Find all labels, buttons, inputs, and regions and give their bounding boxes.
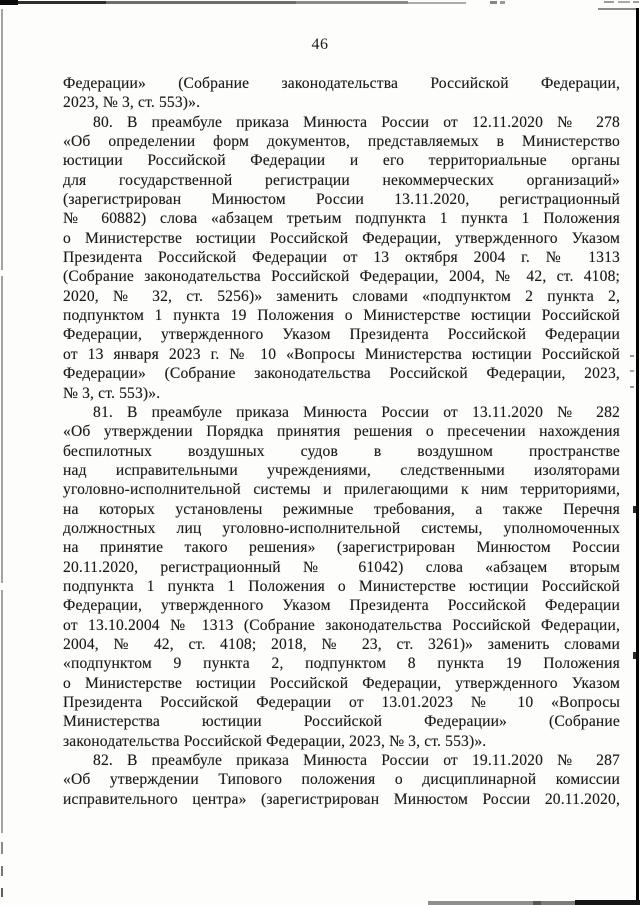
scan-artifact-left-border xyxy=(1,590,3,833)
scan-artifact-top-right-line xyxy=(598,8,637,10)
text-line: на принятие такого решения» (зарегистрирован Минюстом России xyxy=(63,539,620,557)
text-line: Федерации» (Собрание законодательства Российской Федерации, xyxy=(63,75,620,92)
text-line: «Об утверждении Порядка принятия решения о пресечении нахождения xyxy=(63,423,620,441)
text-line: должностных лиц уголовно-исполнительной системы, уполномоченных xyxy=(63,519,620,537)
scan-artifact-top-edge xyxy=(490,1,497,4)
scan-artifact-top-edge xyxy=(106,1,296,4)
scan-artifact-right-tick xyxy=(630,386,634,388)
text-line: 20.11.2020, регистрационный № 61042) слова «абзацем вторым xyxy=(63,558,620,576)
scan-artifact-top-edge xyxy=(0,0,18,5)
scan-artifact-top-edge xyxy=(604,1,614,3)
text-line: «Об утверждении Типового положения о дисциплинарной комиссии xyxy=(63,771,620,789)
page-number: 46 xyxy=(311,36,329,53)
text-line: 2004, № 42, ст. 4108; 2018, № 23, ст. 3261)» заменить словами xyxy=(63,635,620,653)
text-line: Федерации» (Собрание законодательства Российской Федерации, 2023, xyxy=(63,365,620,383)
text-line: 82. В преамбуле приказа Минюста России от 19.11.2020 № 287 xyxy=(93,752,620,770)
text-line: о Министерстве юстиции Российской Федерации, утвержденного Указом xyxy=(63,674,620,692)
document-body xyxy=(63,74,620,809)
scan-artifact-bottom-edge xyxy=(541,901,575,905)
scan-artifact-right-tick xyxy=(630,355,634,357)
text-line: исправительного центра» (зарегистрирован Минюстом России 20.11.2020, xyxy=(63,790,620,808)
scan-artifact-top-edge xyxy=(408,2,466,4)
text-line: Федерации, утвержденного Указом Президента Российской Федерации xyxy=(63,326,620,344)
scan-artifact-left-border xyxy=(1,276,3,583)
scan-artifact-top-edge xyxy=(18,1,106,4)
scan-artifact-right-border xyxy=(636,8,639,905)
text-line: юстиции Российской Федерации и его территориальные органы xyxy=(63,152,620,170)
text-line: о Министерстве юстиции Российской Федерации, утвержденного Указом xyxy=(63,229,620,247)
text-line: «подпунктом 9 пункта 2, подпунктом 8 пункта 19 Положения xyxy=(63,655,620,673)
text-line: (Собрание законодательства Российской Федерации, 2004, № 42, ст. 4108; xyxy=(63,268,620,286)
text-line: законодательства Российской Федерации, 2023, № 3, ст. 553)». xyxy=(63,732,487,750)
text-line: «Об определении форм документов, представляемых в Министерство xyxy=(63,133,620,151)
scan-artifact-left-dash xyxy=(1,866,3,876)
text-line: Президента Российской Федерации от 13.01.2023 № 10 «Вопросы xyxy=(63,694,620,711)
scan-artifact-right-nub xyxy=(633,652,636,659)
scan-artifact-top-edge xyxy=(618,1,630,3)
text-line: подпунктом 1 пункта 19 Положения о Министерстве юстиции Российской xyxy=(63,307,620,325)
text-line: уголовно-исполнительной системы и прилегающими к ним территориями, xyxy=(63,481,620,499)
scan-artifact-bottom-edge xyxy=(575,900,640,905)
text-line: (зарегистрирован Минюстом России 13.11.2020, регистрационный xyxy=(63,191,620,209)
scan-artifact-top-edge xyxy=(633,1,639,3)
scan-artifact-top-edge xyxy=(296,1,408,4)
text-line: № 60882) слова «абзацем третьим подпункта 1 пункта 1 Положения xyxy=(63,210,620,228)
scan-artifact-right-nub xyxy=(633,506,636,513)
scan-artifact-left-dash xyxy=(1,842,3,854)
text-line: над исправительными учреждениями, следственными изоляторами xyxy=(63,461,620,479)
text-line: 2020, № 32, ст. 5256)» заменить словами «подпунктом 2 пункта 2, xyxy=(63,287,620,305)
text-line: 81. В преамбуле приказа Минюста России от 13.11.2020 № 282 xyxy=(93,403,620,421)
text-line: беспилотных воздушных судов в воздушном пространстве xyxy=(63,442,620,460)
text-line: от 13.10.2004 № 1313 (Собрание законодательства Российской Федерации, xyxy=(63,616,620,634)
scan-artifact-bottom-edge xyxy=(533,901,541,905)
scan-artifact-right-tick xyxy=(630,370,634,372)
text-line: Президента Российской Федерации от 13 октября 2004 г. № 1313 xyxy=(63,249,620,267)
text-line: Министерства юстиции Российской Федерации» (Собрание xyxy=(63,713,620,731)
text-line: 2023, № 3, ст. 553)». xyxy=(63,94,201,112)
scan-artifact-left-dash xyxy=(1,888,3,897)
scan-artifact-top-edge xyxy=(500,1,505,4)
text-line: на которых установлены режимные требования, а также Перечня xyxy=(63,500,620,518)
scan-artifact-bottom-edge xyxy=(428,901,533,905)
text-line: для государственной регистрации некоммерческих организаций» xyxy=(63,171,620,189)
text-line: от 13 января 2023 г. № 10 «Вопросы Министерства юстиции Российской xyxy=(63,345,620,363)
text-line: Федерации, утвержденного Указом Президента Российской Федерации xyxy=(63,597,620,615)
text-line: 80. В преамбуле приказа Минюста России от 12.11.2020 № 278 xyxy=(93,113,620,131)
text-line: № 3, ст. 553)». xyxy=(63,384,161,402)
text-line: подпункта 1 пункта 1 Положения о Министерстве юстиции Российской xyxy=(63,577,620,595)
